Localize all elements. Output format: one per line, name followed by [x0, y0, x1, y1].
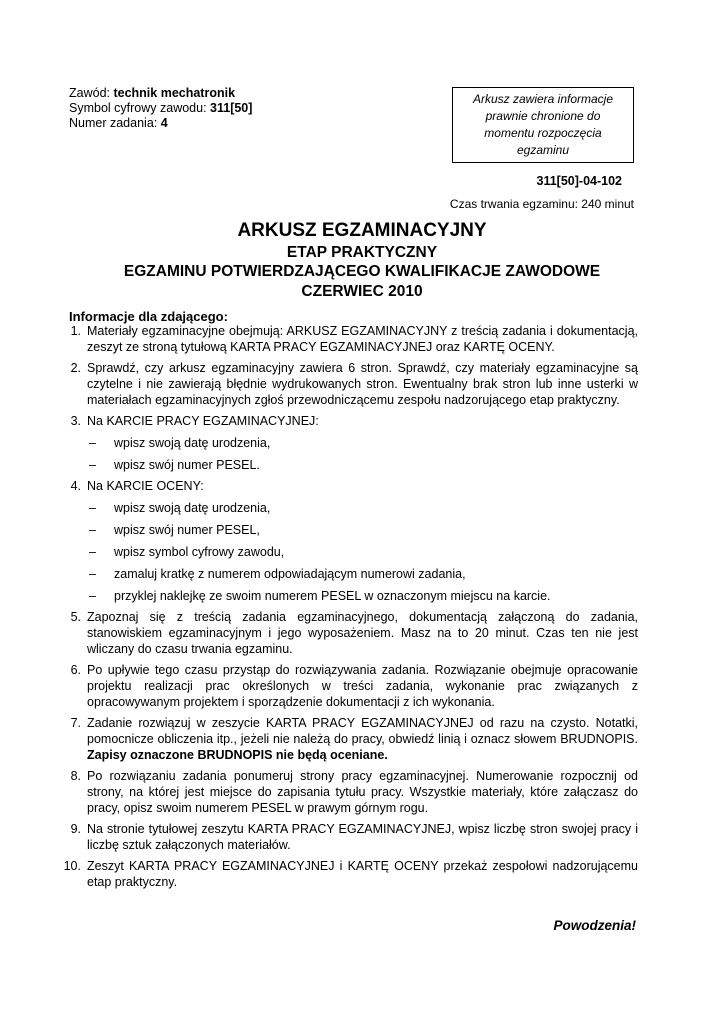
instruction-number: 4.: [70, 479, 81, 493]
document-subtitle-date: CZERWIEC 2010: [301, 283, 423, 300]
instruction-number: 6.: [70, 663, 81, 677]
task-number-value: 4: [160, 116, 168, 130]
instruction-subitem-text: wpisz symbol cyfrowy zawodu,: [114, 545, 285, 559]
dash-bullet: –: [89, 436, 96, 450]
instruction-item: [60, 768, 638, 816]
instruction-subitem: [87, 522, 638, 538]
document-title: ARKUSZ EGZAMINACYJNY: [237, 220, 487, 241]
instructions-list: [60, 323, 638, 895]
document-subtitle-exam: EGZAMINU POTWIERDZAJĄCEGO KWALIFIKACJE ZAWODOWE: [123, 263, 601, 280]
symbol-line: Symbol cyfrowy zawodu: 311[50]: [69, 101, 253, 115]
instruction-subitem: [87, 500, 638, 516]
instruction-subitem-text: przyklej naklejkę ze swoim numerem PESEL w oznaczonym miejscu na karcie.: [114, 589, 551, 603]
notice-line: egzaminu: [516, 143, 570, 157]
dash-bullet: –: [89, 545, 96, 559]
instruction-item: [60, 413, 638, 473]
instruction-subitem-text: wpisz swoją datę urodzenia,: [114, 436, 271, 450]
instruction-number: 10.: [63, 859, 81, 873]
instruction-text: Sprawdź, czy arkusz egzaminacyjny zawiera 6 stron. Sprawdź, czy materiały egzaminacyjne są czytelne i nie zawierają błędnie wydrukowanych stron. Ewentualny brak stron lub inne usterki w materiałach egzaminacyjnych zgłoś przewodniczącemu zespołu nadzorującego etap praktyczny.: [87, 361, 638, 407]
instruction-item: [60, 821, 638, 853]
instruction-number: 8.: [70, 769, 81, 783]
instruction-subitem: [87, 544, 638, 560]
instruction-subitem-text: wpisz swój numer PESEL,: [114, 523, 260, 537]
instruction-number: 7.: [70, 716, 81, 730]
dash-bullet: –: [89, 589, 96, 603]
instruction-text: Materiały egzaminacyjne obejmują: ARKUSZ EGZAMINACYJNY z treścią zadania i dokumentacją, zeszyt ze stroną tytułową KARTA PRACY EGZAMINACYJNEJ oraz KARTĘ OCENY.: [87, 324, 638, 354]
instruction-item: [60, 360, 638, 408]
instruction-number: 5.: [70, 610, 81, 624]
notice-line: momentu rozpoczęcia: [484, 126, 602, 140]
instruction-text: Na KARCIE PRACY EGZAMINACYJNEJ:: [87, 414, 319, 428]
instruction-emphasis: Zapisy oznaczone BRUDNOPIS nie będą oceniane.: [87, 748, 388, 762]
instruction-text: Po upływie tego czasu przystąp do rozwiązywania zadania. Rozwiązanie obejmuje opracowanie projektu realizacji prac określonych w treści zadania, wykonanie prac związanych z opracowywanym projektem i sporządzenie dokumentacji z ich wykonania.: [87, 663, 638, 709]
instruction-subitem-text: wpisz swoją datę urodzenia,: [114, 501, 271, 515]
symbol-value: 311[50]: [210, 101, 253, 115]
instruction-text: Po rozwiązaniu zadania ponumeruj strony pracy egzaminacyjnej. Numerowanie rozpocznij od strony, na której jest miejsce do zapisania tytułu pracy. Wszystkie materiały, które załączasz do pracy, opisz swoim numerem PESEL w prawym górnym rogu.: [87, 769, 638, 815]
instruction-item: [60, 609, 638, 657]
task-number-line: Numer zadania: 4: [69, 116, 168, 130]
instruction-text: Zadanie rozwiązuj w zeszycie KARTA PRACY EGZAMINACYJNEJ od razu na czysto. Notatki, pomocnicze obliczenia itp., jeżeli nie należą do pracy, obwiedź linią i oznacz słowem BRUDNOPIS.: [87, 716, 638, 746]
instruction-subitem: [87, 588, 638, 604]
profession-line: Zawód: technik mechatronik: [69, 86, 236, 100]
instruction-text: Zeszyt KARTA PRACY EGZAMINACYJNEJ i KARTĘ OCENY przekaż zespołowi nadzorującemu etap praktyczny.: [87, 859, 638, 889]
instruction-item: [60, 715, 638, 763]
instruction-item: [60, 323, 638, 355]
exam-duration: Czas trwania egzaminu: 240 minut: [449, 197, 634, 211]
instruction-item: [60, 478, 638, 604]
profession-value: technik mechatronik: [113, 86, 236, 100]
instruction-subitem: [87, 435, 638, 451]
document-subtitle-stage: ETAP PRAKTYCZNY: [286, 244, 438, 261]
notice-line: prawnie chronione do: [485, 109, 601, 123]
exam-header-info: [69, 86, 252, 131]
instruction-number: 2.: [70, 361, 81, 375]
notice-line: Arkusz zawiera informacje: [472, 92, 614, 106]
dash-bullet: –: [89, 501, 96, 515]
instructions-heading: Informacje dla zdającego:: [69, 309, 228, 324]
instruction-item: [60, 858, 638, 890]
dash-bullet: –: [89, 523, 96, 537]
instruction-sublist: [87, 500, 638, 604]
instruction-subitem-text: wpisz swój numer PESEL.: [114, 458, 260, 472]
instruction-number: 3.: [70, 414, 81, 428]
exam-code: 311[50]-04-102: [536, 174, 622, 188]
good-luck-text: Powodzenia!: [553, 918, 636, 933]
instruction-subitem: [87, 566, 638, 582]
instruction-item: [60, 662, 638, 710]
instruction-text: Na stronie tytułowej zeszytu KARTA PRACY EGZAMINACYJNEJ, wpisz liczbę stron swojej pracy i liczbę sztuk załączonych materiałów.: [87, 822, 638, 852]
instruction-number: 1.: [70, 324, 81, 338]
instruction-number: 9.: [70, 822, 81, 836]
dash-bullet: –: [89, 458, 96, 472]
instruction-text: Zapoznaj się z treścią zadania egzaminacyjnego, dokumentacją załączoną do zadania, stanowiskiem egzaminacyjnym i jego wyposażeniem. Masz na to 20 minut. Czas ten nie jest wliczany do czasu trwania egzaminu.: [87, 610, 638, 656]
instruction-subitem: [87, 457, 638, 473]
confidential-notice-box: [452, 87, 634, 163]
instruction-subitem-text: zamaluj kratkę z numerem odpowiadającym numerowi zadania,: [114, 567, 466, 581]
dash-bullet: –: [89, 567, 96, 581]
instruction-sublist: [87, 435, 638, 473]
instruction-text: Na KARCIE OCENY:: [87, 479, 204, 493]
